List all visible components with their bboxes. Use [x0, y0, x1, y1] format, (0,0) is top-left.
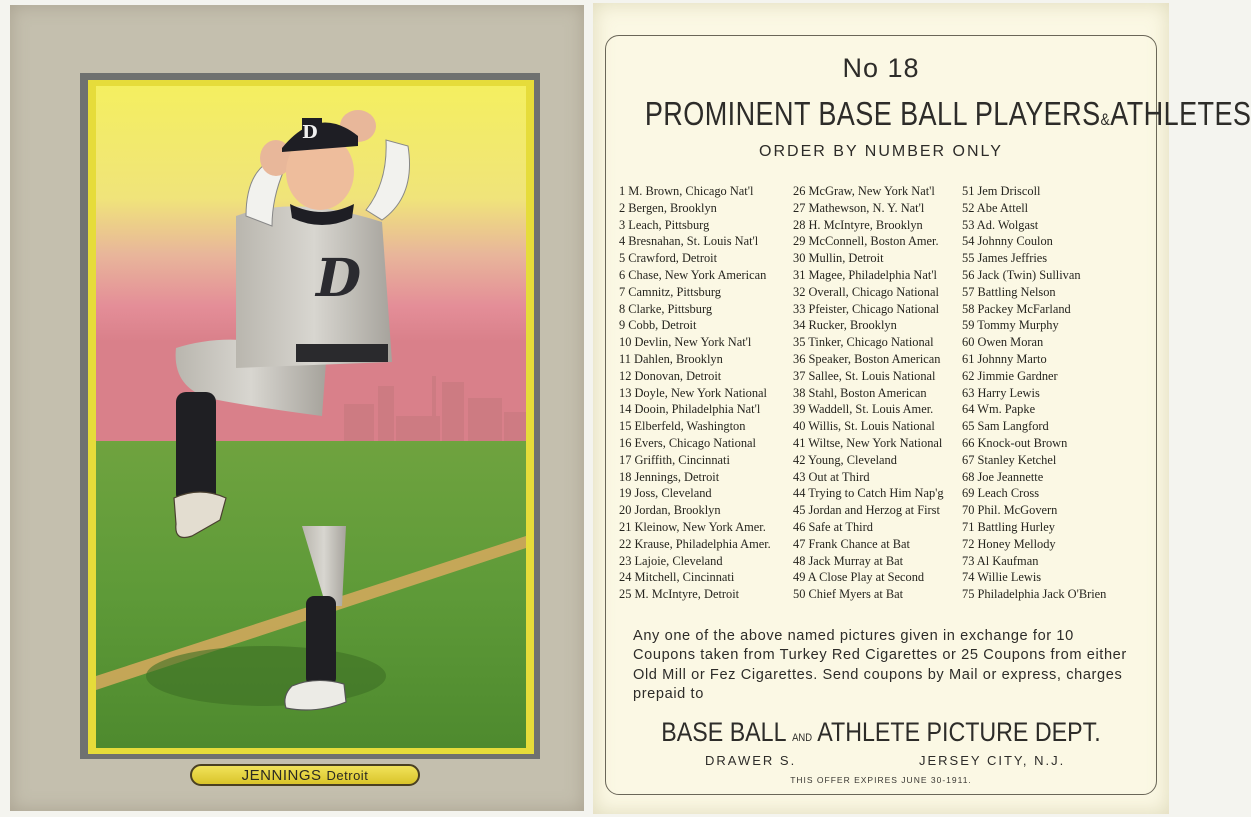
checklist-item: 62 Jimmie Gardner — [962, 368, 1058, 383]
drawer-address: DRAWER S. — [705, 753, 797, 768]
checklist-item: 4 Bresnahan, St. Louis Nat'l — [619, 234, 759, 249]
dept-left: BASE BALL — [661, 717, 786, 747]
checklist-item: 66 Knock-out Brown — [962, 435, 1068, 450]
checklist-item: 70 Phil. McGovern — [962, 503, 1058, 518]
player-painting — [96, 86, 526, 748]
checklist-item: 45 Jordan and Herzog at First — [793, 503, 940, 518]
checklist-item: 10 Devlin, New York Nat'l — [619, 335, 752, 350]
checklist-item: 44 Trying to Catch Him Nap'g — [793, 486, 944, 501]
checklist-item: 2 Bergen, Brooklyn — [619, 200, 717, 215]
checklist-item: 19 Joss, Cleveland — [619, 486, 712, 501]
checklist-item: 63 Harry Lewis — [962, 385, 1040, 400]
checklist-item: 59 Tommy Murphy — [962, 318, 1059, 333]
checklist-item: 24 Mitchell, Cincinnati — [619, 570, 735, 585]
dept-right: ATHLETE PICTURE DEPT. — [817, 717, 1101, 747]
checklist-item: 64 Wm. Papke — [962, 402, 1036, 417]
checklist-item: 5 Crawford, Detroit — [619, 251, 718, 266]
checklist-item: 26 McGraw, New York Nat'l — [793, 184, 935, 198]
checklist-item: 36 Speaker, Boston American — [793, 351, 941, 366]
checklist-item: 39 Waddell, St. Louis Amer. — [793, 402, 934, 417]
checklist-item: 50 Chief Myers at Bat — [793, 587, 904, 602]
checklist-item: 52 Abe Attell — [962, 200, 1029, 215]
checklist-item: 37 Sallee, St. Louis National — [793, 368, 936, 383]
title-left: PROMINENT BASE BALL PLAYERS — [644, 95, 1101, 132]
dept-and: AND — [792, 732, 813, 744]
offer-expiry: THIS OFFER EXPIRES JUNE 30-1911. — [790, 775, 972, 785]
checklist-item: 65 Sam Langford — [962, 419, 1049, 434]
checklist-item: 1 M. Brown, Chicago Nat'l — [619, 184, 754, 198]
checklist-item: 71 Battling Hurley — [962, 519, 1055, 534]
checklist-item: 18 Jennings, Detroit — [619, 469, 720, 484]
title-right: ATHLETES — [1110, 95, 1251, 132]
checklist-item: 68 Joe Jeannette — [962, 469, 1044, 484]
checklist-item: 11 Dahlen, Brooklyn — [619, 351, 723, 366]
order-note: ORDER BY NUMBER ONLY — [759, 143, 1003, 160]
checklist-item: 6 Chase, New York American — [619, 267, 767, 282]
jersey-d-letter: D — [316, 248, 362, 309]
checklist-item: 42 Young, Cleveland — [793, 452, 897, 467]
cap-d-letter: D — [302, 122, 318, 143]
checklist-item: 9 Cobb, Detroit — [619, 318, 697, 333]
checklist-item: 60 Owen Moran — [962, 335, 1044, 350]
card-back — [593, 3, 1251, 814]
checklist-item: 33 Pfeister, Chicago National — [793, 301, 940, 316]
checklist-item: 73 Al Kaufman — [962, 553, 1039, 568]
checklist-item: 16 Evers, Chicago National — [619, 435, 756, 450]
checklist-item: 23 Lajoie, Cleveland — [619, 553, 723, 568]
checklist-item: 30 Mullin, Detroit — [793, 251, 884, 266]
title-amp: & — [1100, 110, 1111, 129]
player-shadow — [146, 646, 386, 706]
checklist-item: 12 Donovan, Detroit — [619, 368, 722, 383]
checklist-item: 69 Leach Cross — [962, 486, 1040, 501]
checklist-item: 48 Jack Murray at Bat — [793, 553, 904, 568]
jennings-illustration — [96, 86, 526, 748]
checklist-item: 53 Ad. Wolgast — [962, 217, 1039, 232]
checklist-item: 7 Camnitz, Pittsburg — [619, 284, 721, 299]
checklist-item: 27 Mathewson, N. Y. Nat'l — [793, 200, 925, 215]
checklist-item: 47 Frank Chance at Bat — [793, 536, 910, 551]
checklist-item: 20 Jordan, Brooklyn — [619, 503, 721, 518]
checklist-item: 57 Battling Nelson — [962, 284, 1056, 299]
player-team: Detroit — [326, 767, 369, 783]
checklist-item: 15 Elberfeld, Washington — [619, 419, 746, 434]
card-front — [10, 5, 584, 811]
checklist-item: 75 Philadelphia Jack O'Brien — [962, 587, 1107, 602]
offer-text: Any one of the above named pictures given in exchange for 10 Coupons taken from Turkey Red Cigarettes or 25 Coupons from either Old Mill or Fez Cigarettes. Send coupons by Mail or express, charges prepaid to — [633, 628, 1127, 702]
checklist-item: 55 James Jeffries — [962, 251, 1048, 266]
card-number: No 18 — [842, 53, 920, 83]
checklist-item: 29 McConnell, Boston Amer. — [793, 234, 939, 249]
checklist-item: 58 Packey McFarland — [962, 301, 1071, 316]
checklist-item: 49 A Close Play at Second — [793, 570, 925, 585]
checklist-item: 35 Tinker, Chicago National — [793, 335, 934, 350]
checklist-item: 72 Honey Mellody — [962, 536, 1056, 551]
checklist-item: 46 Safe at Third — [793, 519, 873, 534]
checklist-item: 22 Krause, Philadelphia Amer. — [619, 536, 771, 551]
checklist-item: 31 Magee, Philadelphia Nat'l — [793, 267, 937, 282]
checklist-item: 54 Johnny Coulon — [962, 234, 1053, 249]
checklist-item: 32 Overall, Chicago National — [793, 284, 939, 299]
checklist-item: 56 Jack (Twin) Sullivan — [962, 267, 1081, 282]
checklist-column-1 — [619, 183, 771, 603]
city-address: JERSEY CITY, N.J. — [919, 753, 1066, 768]
checklist-item: 34 Rucker, Brooklyn — [793, 318, 897, 333]
checklist-column-2 — [793, 183, 944, 603]
checklist-item: 3 Leach, Pittsburg — [619, 217, 710, 232]
checklist-item: 21 Kleinow, New York Amer. — [619, 519, 766, 534]
checklist-item: 74 Willie Lewis — [962, 570, 1042, 585]
checklist-item: 28 H. McIntyre, Brooklyn — [793, 217, 923, 232]
player-name: JENNINGS — [241, 766, 322, 784]
checklist-column-3 — [962, 183, 1106, 603]
dept-name — [633, 717, 1128, 748]
checklist-item: 38 Stahl, Boston American — [793, 385, 927, 400]
checklist-item: 25 M. McIntyre, Detroit — [619, 587, 740, 602]
checklist-item: 51 Jem Driscoll — [962, 184, 1041, 198]
checklist-item: 14 Dooin, Philadelphia Nat'l — [619, 402, 761, 417]
checklist-item: 40 Willis, St. Louis National — [793, 419, 935, 434]
player-nameplate — [190, 764, 420, 786]
checklist-item: 13 Doyle, New York National — [619, 385, 767, 400]
checklist-item: 67 Stanley Ketchel — [962, 452, 1057, 467]
checklist-item: 8 Clarke, Pittsburg — [619, 301, 713, 316]
checklist-item: 61 Johnny Marto — [962, 351, 1047, 366]
card-title — [644, 95, 1251, 133]
checklist-item: 41 Wiltse, New York National — [793, 435, 943, 450]
checklist-item: 43 Out at Third — [793, 469, 870, 484]
checklist-item: 17 Griffith, Cincinnati — [619, 452, 730, 467]
